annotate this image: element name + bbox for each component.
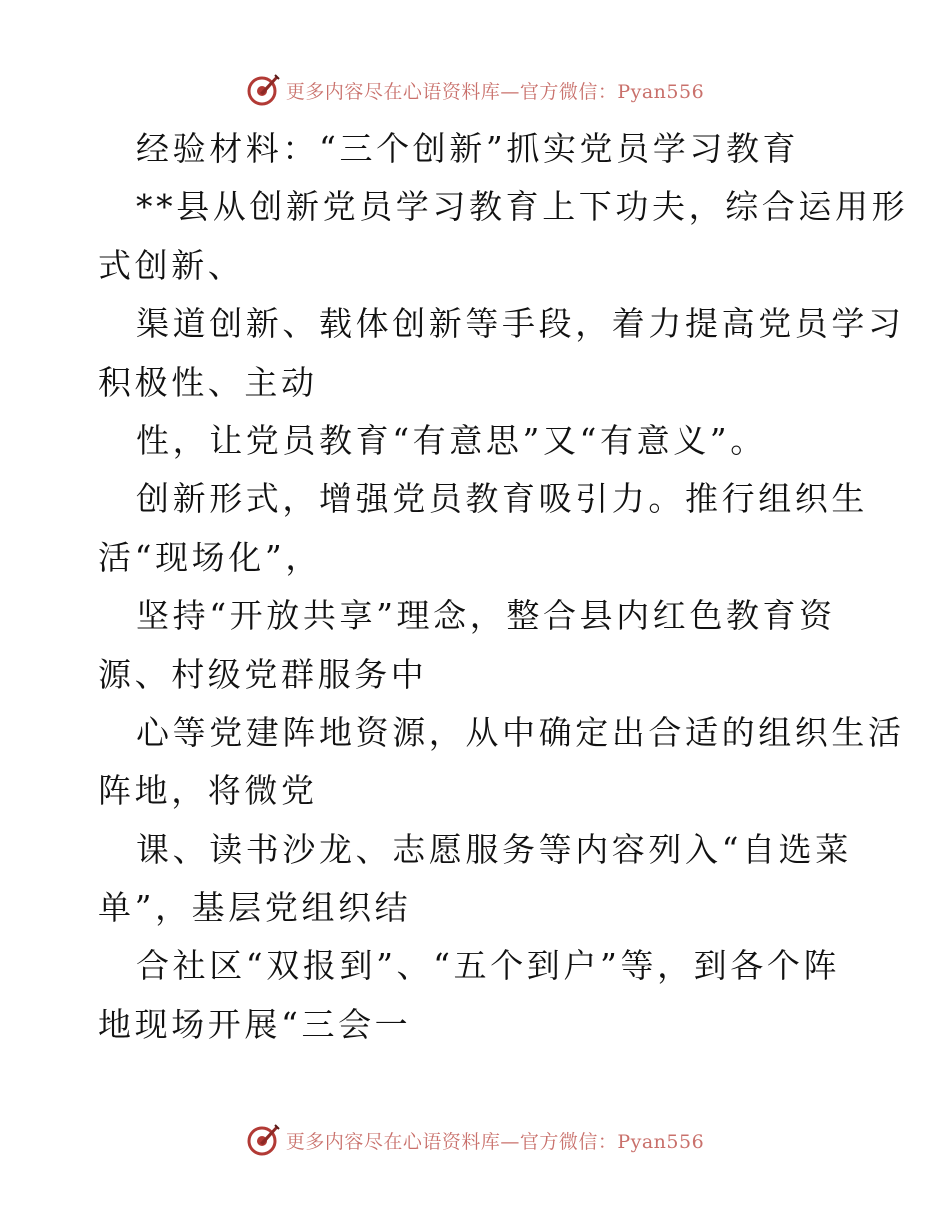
text-line: 阵地，将微党 [98,771,318,811]
text-line: 创新形式，增强党员教育吸引力。推行组织生 [136,479,868,519]
text-line: **县从创新党员学习教育上下功夫，综合运用形 [136,187,909,227]
text-line: 坚持“开放共享”理念，整合县内红色教育资 [136,596,836,636]
text-line: 性，让党员教育“有意思”又“有意义”。 [136,420,767,460]
watermark-text: 更多内容尽在心语资料库—官方微信：Pyan556 [285,80,705,103]
document-body [98,120,909,1054]
text-line: 渠道创新、载体创新等手段，着力提高党员学习 [136,304,905,344]
text-line: 积极性、主动 [98,362,318,402]
text-line: 活“现场化”， [98,537,322,577]
footer-watermark [0,1120,950,1160]
text-line: 源、村级党群服务中 [98,654,428,694]
watermark-text: 更多内容尽在心语资料库—官方微信：Pyan556 [285,1130,705,1153]
text-line: 式创新、 [98,245,245,285]
text-line: 合社区“双报到”、“五个到户”等，到各个阵 [136,946,841,986]
header-watermark [0,70,950,110]
text-line: 地现场开展“三会一 [98,1004,412,1044]
text-line: 经验材料：“三个创新”抓实党员学习教育 [136,129,800,168]
pen-logo-icon [246,1123,280,1157]
text-line: 单”，基层党组织结 [98,888,412,928]
text-line: 心等党建阵地资源，从中确定出合适的组织生活 [136,712,905,752]
pen-logo-icon [246,73,280,107]
text-line: 课、读书沙龙、志愿服务等内容列入“自选菜 [136,829,852,869]
